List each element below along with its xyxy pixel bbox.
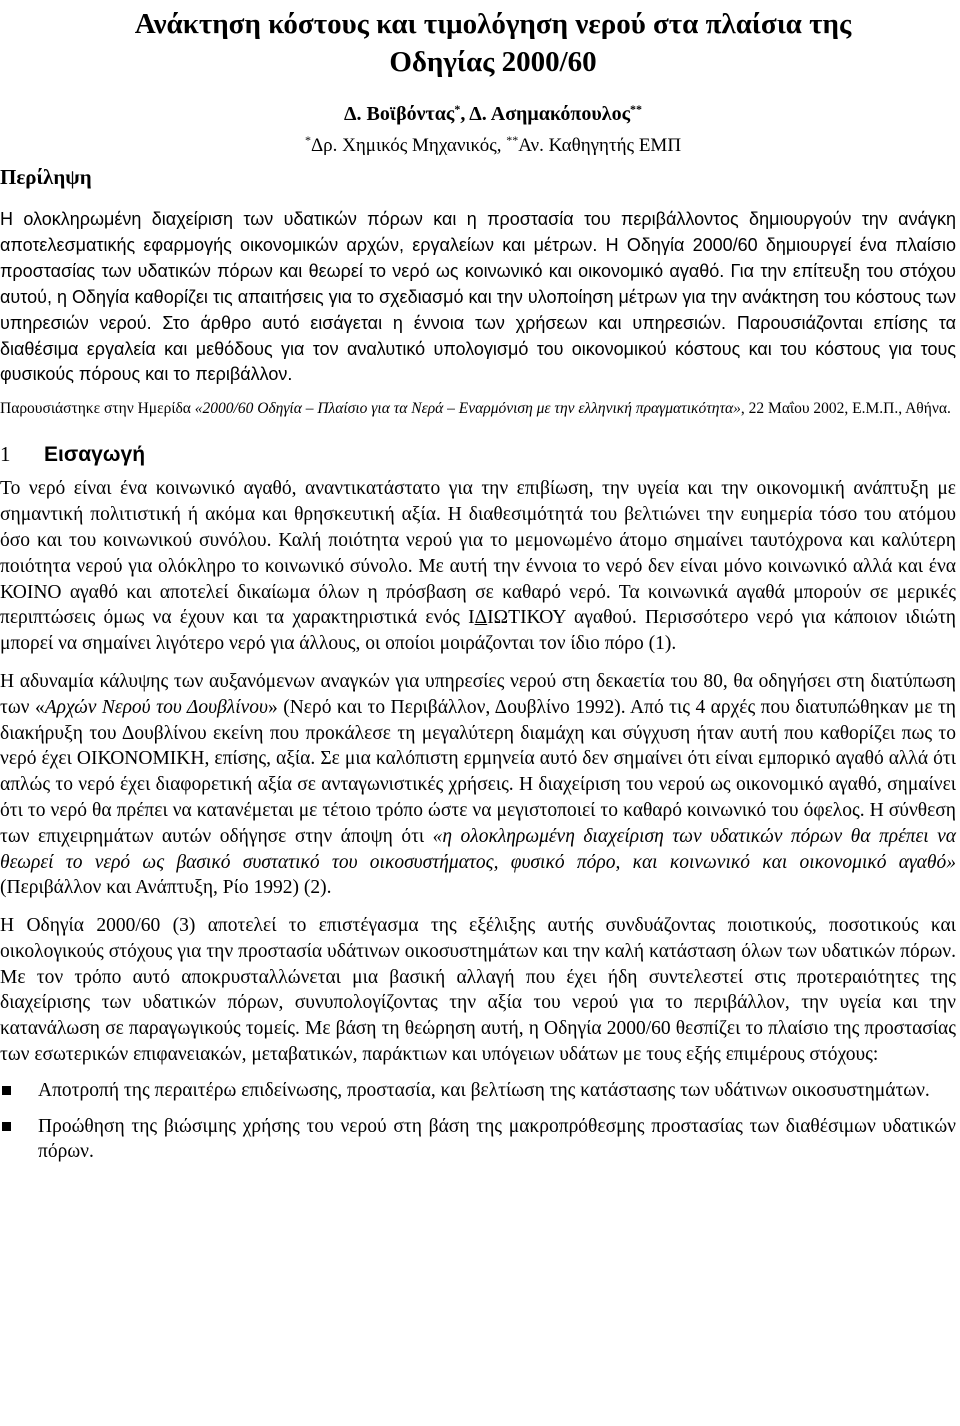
intro-paragraph-2-text-b: » (Νερό και το Περιβάλλον, Δουβλίνο 1992). Από τις 4 αρχές που διατυπώθηκαν με τη διακήρυξη του Δουβλίνου εκείνη που προκάλεσε τη μεγαλύτερη διαμάχη και σύγχυση ήταν αυτή που καθορίζει πως το νερό έχει ΟΙΚΟΝΟΜΙΚΗ, επίσης, αξία. Σε μια καλόπιστη ερμηνεία αυτό δεν σημαίνει ότι είναι εμπορικό αγαθό αλλά ότι απλώς το νερό έχει διαφορετική αξία σε ανταγωνιστικές χρήσεις. Η διαχείριση του νερού ως οικονομικό αγαθό, σημαίνει ότι το νερό θα πρέπει να κατανέμεται με τέτοιο τρόπο ώστε να μεγιστοποιεί το καθαρό κοινωνικό του όφελος. Η σύνθεση των επιχειρημάτων αυτών οδήγησε στην άποψη ότι	[0, 696, 957, 847]
abstract-paragraph: Η ολοκληρωμένη διαχείριση των υδατικών πόρων και η προστασία του περιβάλλοντος δημιουργούν την ανάγκη αποτελεσματικής εφαρμογής οικονομικών αρχών, εργαλείων και μέτρων. Η Οδηγία 2000/60 δημιουργεί ένα πλαίσιο προστασίας των υδατικών πόρων και θεωρεί το νερό ως κοινωνικό και οικονομικό αγαθό. Για την επίτευξη του στόχου αυτού, η Οδηγία καθορίζει τις απαιτήσεις για το σχεδιασμό και την υλοποίηση μέτρων για την ανάκτηση του κόστους των υπηρεσιών νερού. Στο άρθρο αυτό εισάγεται η έννοια των χρήσεων και υπηρεσιών. Παρουσιάζονται επίσης τα διαθέσιμα εργαλεία και μεθόδους για τον αναλυτικό υπολογισμό του οικονομικού κόστους και του κόστους για τους φυσικούς πόρους και το περιβάλλον.	[0, 209, 956, 385]
intro-paragraph-2	[0, 669, 956, 901]
document-title	[30, 0, 956, 81]
intro-paragraph-1-underlined: Δ	[474, 607, 488, 629]
square-bullet-icon	[2, 1086, 11, 1095]
author-2-marker: **	[630, 102, 643, 116]
list-item-text: Αποτροπή της περαιτέρω επιδείνωσης, προστασία, και βελτίωση της κατάστασης των υδάτινων οικοσυστημάτων.	[38, 1079, 930, 1101]
affiliation-1-marker: *	[304, 133, 311, 147]
intro-paragraph-2-italic-2: «η ολοκληρωμένη διαχείριση των υδατικών πόρων θα πρέπει να θεωρεί το νερό ως βασικό συστατικό του οικοσυστήματος, φυσικό πόρο, και κοινωνικό και οικονομικό αγαθό»	[0, 825, 956, 873]
intro-paragraph-3: Η Οδηγία 2000/60 (3) αποτελεί το επιστέγασμα της εξέλιξης αυτής συνδυάζοντας ποιοτικούς, ποσοτικούς και οικολογικούς στόχους για την προστασία υδάτινων οικοσυστημάτων και την καλή κατάσταση όλων των υδατικών πόρων. Με τον τρόπο αυτό αποκρυσταλλώνεται μια βασική αλλαγή που έχει ήδη συντελεστεί στις προτεραιότητες της διαχείρισης των υδατικών πόρων, συνυπολογίζοντας την αξία του νερού για το περιβάλλον, την υγεία και την κατανάλωση σε παραγωγικούς τομείς. Με βάση τη θεώρηση αυτή, η Οδηγία 2000/60 θεσπίζει το πλαίσιο της προστασίας των εσωτερικών επιφανειακών, μεταβατικών, παράκτιων και υπόγειων υδάτων με τους εξής επιμέρους στόχους:	[0, 915, 956, 1066]
objectives-list	[0, 1078, 956, 1165]
intro-paragraph-2-text-a: Η αδυναμία κάλυψης των αυξανόμενων αναγκών για υπηρεσίες νερού στη δεκαετία του 80, θα οδηγήσει στη διατύπωση των «	[0, 670, 956, 718]
section-title: Εισαγωγή	[44, 443, 146, 467]
list-item	[0, 1114, 956, 1166]
section-number: 1	[0, 442, 11, 467]
presentation-note-prefix: Παρουσιάστηκε στην Ημερίδα	[0, 400, 195, 418]
presentation-note-suffix: , 22 Μαΐου 2002, Ε.Μ.Π., Αθήνα.	[740, 400, 951, 418]
authors-line	[30, 102, 956, 126]
section-heading-introduction	[0, 441, 956, 468]
title-line-2: Οδηγίας 2000/60	[389, 46, 597, 78]
affiliation-1: Δρ. Χημικός Μηχανικός,	[310, 135, 507, 156]
presentation-note-event: «2000/60 Οδηγία – Πλαίσιο για τα Νερά – Εναρμόνιση με την ελληνική πραγματικότητα»	[194, 400, 741, 418]
list-item	[0, 1078, 956, 1104]
abstract-heading: Περίληψη	[0, 165, 92, 189]
affiliations-line	[30, 134, 956, 158]
affiliation-2: Αν. Καθηγητής ΕΜΠ	[518, 135, 682, 156]
presentation-note	[0, 398, 956, 419]
intro-paragraph-1	[0, 476, 956, 657]
list-item-text: Προώθηση της βιώσιμης χρήσης του νερού στη βάση της μακροπρόθεσμης προστασίας των διαθέσιμων υδατικών πόρων.	[38, 1115, 956, 1163]
intro-paragraph-2-text-c: (Περιβάλλον και Ανάπτυξη, Ρίο 1992) (2).	[0, 877, 332, 899]
author-1-marker: *	[454, 102, 461, 116]
title-line-1: Ανάκτηση κόστους και τιμολόγηση νερού στα πλαίσια της	[134, 8, 852, 40]
affiliation-2-marker: **	[506, 133, 519, 147]
author-2: Δ. Ασημακόπουλος	[469, 103, 631, 125]
intro-paragraph-1-text-a: Το νερό είναι ένα κοινωνικό αγαθό, αναντικατάστατο για την επιβίωση, την υγεία και την οικονομική ανάπτυξη με σημαντική πολιτιστική ή ακόμα και θρησκευτική αξία. Η διαθεσιμότητά του βελτιώνει την ευημερία τόσο του ατόμου όσο και του κοινωνικού συνόλου. Καλή ποιότητα νερού για το μεμονωμένο άτομο σημαίνει ταυτόχρονα και καλύτερη ποιότητα νερού για ολόκληρο το κοινωνικό σύνολο. Με αυτή την έννοια το νερό δεν είναι μόνο κοινωνικό αλλά και ένα ΚΟΙΝΟ αγαθό και αποτελεί δικαίωμα όλων η πρόσβαση σε καθαρό νερό. Τα κοινωνικά αγαθά μπορούν σε μερικές περιπτώσεις όμως να έχουν και τα χαρακτηριστικά ενός Ι	[0, 478, 956, 629]
square-bullet-icon	[2, 1122, 11, 1131]
author-separator: ,	[460, 103, 470, 125]
intro-paragraph-2-italic-1: Αρχών Νερού του Δουβλίνου	[44, 696, 268, 718]
intro-paragraph-1-text-b: ΙΩΤΙΚΟΥ αγαθού. Περισσότερο νερό για κάποιον ιδιώτη μπορεί να σημαίνει λιγότερο νερό για άλλους, οι οποίοι μοιράζονται τον ίδιο πόρο (1).	[0, 607, 956, 655]
author-1: Δ. Βοϊβόντας	[343, 103, 455, 125]
